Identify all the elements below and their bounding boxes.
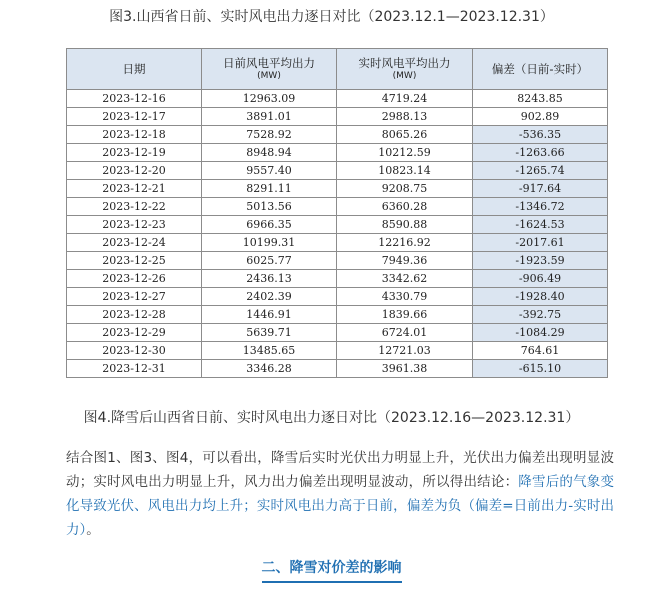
cell-date: 2023-12-21 bbox=[67, 180, 202, 198]
cell-deviation: 764.61 bbox=[473, 342, 608, 360]
cell-realtime: 3961.38 bbox=[337, 360, 473, 378]
section-heading bbox=[0, 557, 663, 583]
cell-realtime: 6360.28 bbox=[337, 198, 473, 216]
cell-deviation: 8243.85 bbox=[473, 90, 608, 108]
cell-date: 2023-12-20 bbox=[67, 162, 202, 180]
cell-dayahead: 5639.71 bbox=[202, 324, 337, 342]
cell-deviation: -1263.66 bbox=[473, 144, 608, 162]
cell-date: 2023-12-24 bbox=[67, 234, 202, 252]
cell-dayahead: 10199.31 bbox=[202, 234, 337, 252]
cell-dayahead: 6025.77 bbox=[202, 252, 337, 270]
cell-dayahead: 5013.56 bbox=[202, 198, 337, 216]
cell-dayahead: 8291.11 bbox=[202, 180, 337, 198]
wind-output-table-container bbox=[66, 48, 607, 378]
cell-realtime: 2988.13 bbox=[337, 108, 473, 126]
cell-dayahead: 7528.92 bbox=[202, 126, 337, 144]
conclusion-paragraph bbox=[66, 446, 614, 542]
cell-dayahead: 3346.28 bbox=[202, 360, 337, 378]
cell-deviation: -615.10 bbox=[473, 360, 608, 378]
cell-deviation: -536.35 bbox=[473, 126, 608, 144]
table-row bbox=[67, 216, 608, 234]
table-row bbox=[67, 108, 608, 126]
cell-date: 2023-12-22 bbox=[67, 198, 202, 216]
cell-realtime: 9208.75 bbox=[337, 180, 473, 198]
cell-deviation: -1928.40 bbox=[473, 288, 608, 306]
table-row bbox=[67, 234, 608, 252]
cell-realtime: 8065.26 bbox=[337, 126, 473, 144]
cell-date: 2023-12-26 bbox=[67, 270, 202, 288]
cell-deviation: 902.89 bbox=[473, 108, 608, 126]
cell-realtime: 4330.79 bbox=[337, 288, 473, 306]
cell-date: 2023-12-17 bbox=[67, 108, 202, 126]
cell-deviation: -1624.53 bbox=[473, 216, 608, 234]
table-row bbox=[67, 126, 608, 144]
cell-dayahead: 2436.13 bbox=[202, 270, 337, 288]
cell-deviation: -1346.72 bbox=[473, 198, 608, 216]
paragraph-text: 结合图1、图3、图4，可以看出，降雪后实时光伏出力明显上升，光伏出力偏差出现明显波动；实时风电出力明显上升，风力出力偏差出现明显波动，所以得出结论： bbox=[66, 450, 614, 490]
cell-date: 2023-12-23 bbox=[67, 216, 202, 234]
table-body bbox=[67, 90, 608, 378]
cell-realtime: 3342.62 bbox=[337, 270, 473, 288]
header-dayahead-unit: (MW) bbox=[257, 71, 281, 81]
cell-dayahead: 6966.35 bbox=[202, 216, 337, 234]
cell-date: 2023-12-18 bbox=[67, 126, 202, 144]
header-realtime: 实时风电平均出力 (MW) bbox=[337, 49, 473, 90]
cell-deviation: -917.64 bbox=[473, 180, 608, 198]
paragraph-tail: 。 bbox=[86, 522, 100, 538]
cell-deviation: -1265.74 bbox=[473, 162, 608, 180]
figure4-caption: 图4.降雪后山西省日前、实时风电出力逐日对比（2023.12.16—2023.12.31） bbox=[83, 410, 580, 426]
figure3-caption: 图3.山西省日前、实时风电出力逐日对比（2023.12.1—2023.12.31） bbox=[109, 9, 554, 25]
header-deviation: 偏差（日前-实时） bbox=[473, 49, 608, 90]
cell-deviation: -2017.61 bbox=[473, 234, 608, 252]
section-title-text: 二、降雪对价差的影响 bbox=[262, 557, 402, 583]
cell-date: 2023-12-19 bbox=[67, 144, 202, 162]
header-realtime-unit: (MW) bbox=[392, 71, 417, 81]
cell-deviation: -906.49 bbox=[473, 270, 608, 288]
cell-date: 2023-12-31 bbox=[67, 360, 202, 378]
table-row bbox=[67, 270, 608, 288]
table-row bbox=[67, 144, 608, 162]
cell-dayahead: 2402.39 bbox=[202, 288, 337, 306]
cell-date: 2023-12-29 bbox=[67, 324, 202, 342]
cell-dayahead: 12963.09 bbox=[202, 90, 337, 108]
cell-deviation: -1923.59 bbox=[473, 252, 608, 270]
cell-realtime: 10823.14 bbox=[337, 162, 473, 180]
cell-dayahead: 13485.65 bbox=[202, 342, 337, 360]
cell-date: 2023-12-16 bbox=[67, 90, 202, 108]
table-row bbox=[67, 198, 608, 216]
table-row bbox=[67, 306, 608, 324]
wind-output-table bbox=[66, 48, 608, 378]
cell-dayahead: 1446.91 bbox=[202, 306, 337, 324]
cell-dayahead: 9557.40 bbox=[202, 162, 337, 180]
cell-date: 2023-12-27 bbox=[67, 288, 202, 306]
paragraph-conclusion-highlight: 降雪后的气象变化导致光伏、风电出力均上升；实时风电出力高于日前，偏差为负（偏差=日前出力-实时出力） bbox=[66, 474, 615, 538]
cell-dayahead: 8948.94 bbox=[202, 144, 337, 162]
cell-deviation: -392.75 bbox=[473, 306, 608, 324]
cell-dayahead: 3891.01 bbox=[202, 108, 337, 126]
cell-deviation: -1084.29 bbox=[473, 324, 608, 342]
header-date: 日期 bbox=[67, 49, 202, 90]
cell-realtime: 7949.36 bbox=[337, 252, 473, 270]
cell-date: 2023-12-28 bbox=[67, 306, 202, 324]
table-row bbox=[67, 288, 608, 306]
table-row bbox=[67, 90, 608, 108]
cell-realtime: 8590.88 bbox=[337, 216, 473, 234]
table-row bbox=[67, 360, 608, 378]
table-row bbox=[67, 252, 608, 270]
cell-realtime: 10212.59 bbox=[337, 144, 473, 162]
table-header-row bbox=[67, 49, 608, 90]
cell-realtime: 12216.92 bbox=[337, 234, 473, 252]
cell-realtime: 6724.01 bbox=[337, 324, 473, 342]
cell-date: 2023-12-25 bbox=[67, 252, 202, 270]
table-row bbox=[67, 180, 608, 198]
cell-date: 2023-12-30 bbox=[67, 342, 202, 360]
cell-realtime: 1839.66 bbox=[337, 306, 473, 324]
cell-realtime: 4719.24 bbox=[337, 90, 473, 108]
table-row bbox=[67, 324, 608, 342]
header-dayahead: 日前风电平均出力 (MW) bbox=[202, 49, 337, 90]
table-row bbox=[67, 162, 608, 180]
table-row bbox=[67, 342, 608, 360]
cell-realtime: 12721.03 bbox=[337, 342, 473, 360]
